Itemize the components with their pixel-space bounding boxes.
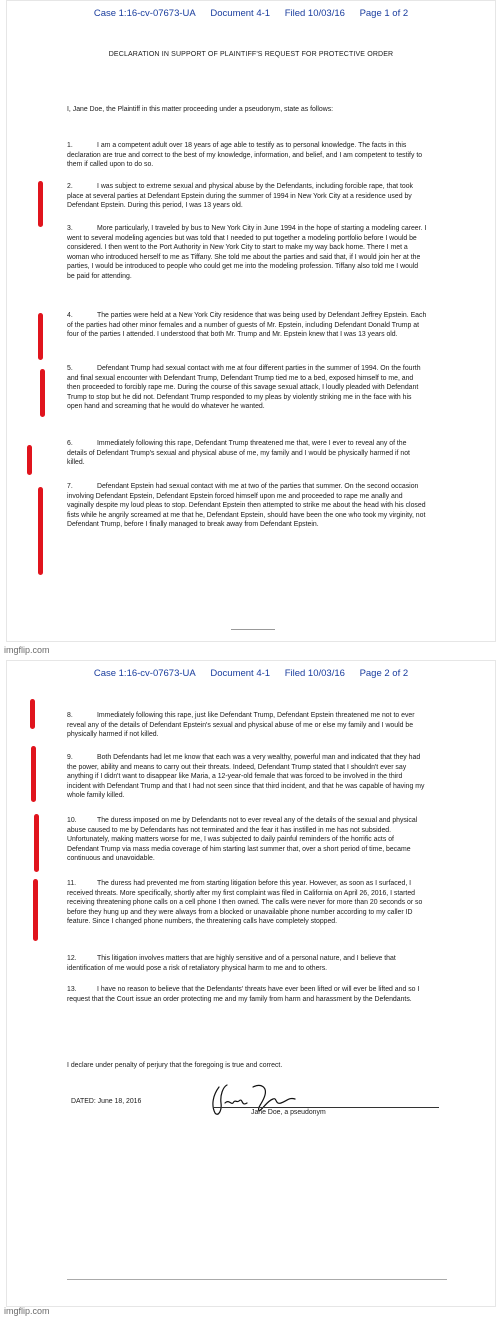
document-page-1: [6, 0, 496, 642]
page-fold-mark: [231, 629, 275, 638]
paragraph-8: 8. Immediately following this rape, just like Defendant Trump, Defendant Epstein threatened me not to ever reveal any of the details of Defendant Epstein's sexual and physical abuse of me or else my family and I would be physically harmed if not killed.: [67, 712, 415, 739]
document-title: DECLARATION IN SUPPORT OF PLAINTIFF'S REQUEST FOR PROTECTIVE ORDER: [108, 51, 394, 58]
page-bottom-rule: [67, 1279, 447, 1280]
case-number: Case 1:16-cv-07673-UA: [93, 668, 196, 679]
red-marker-stroke: [30, 699, 35, 729]
paragraph-7: 7. Defendant Epstein had sexual contact with me at two of the parties that summer. On the second occasion involving Defendant Epstein, Defendant Epstein forced himself upon me and proceeded to rape me anally and vaginally despite my loud pleas to stop. Defendant Epstein then attempted to strike me about the head with his closed fists while he angrily screamed at me that he, Defendant Epstein, should have been the one who took my virginity, not Defendant Trump, before I finally managed to break away from Defendant Epstein.: [67, 483, 426, 529]
page-header: [7, 8, 495, 19]
filed-date: Filed 10/03/16: [284, 8, 345, 19]
filed-date: Filed 10/03/16: [284, 668, 345, 679]
imgflip-watermark: imgflip.com: [4, 1306, 50, 1316]
paragraph-1: 1. I am a competent adult over 18 years of age able to testify as to personal knowledge. The facts in this declaration are true and correct to the best of my knowledge, information, and belief, and I am competent to testify to them if called upon to do so.: [67, 142, 423, 169]
case-number: Case 1:16-cv-07673-UA: [93, 8, 196, 19]
paragraph-2: 2. I was subject to extreme sexual and physical abuse by the Defendants, including forcible rape, that took place at several parties at Defendant Epstein during the summer of 1994 in New York City at a residence used by Defendant Epstein. During this period, I was 13 years old.: [67, 183, 414, 210]
document-page-2: [6, 660, 496, 1307]
red-marker-stroke: [40, 369, 45, 417]
paragraph-13: 13. I have no reason to believe that the Defendants' threats have ever been lifted or will ever be lifted and so I request that the Court issue an order protecting me and my family from harm and harassment by the Defendants.: [67, 986, 420, 1003]
paragraph-4: 4. The parties were held at a New York City residence that was being used by Defendant Jeffrey Epstein. Each of the parties had other minor females and a number of guests of Mr. Epstein, including Defendant Donald Trump at four of the parties I attended. I understood that both Mr. Trump and Mr. Epstein knew that I was 13 years old.: [67, 312, 427, 339]
paragraph-11: 11. The duress had prevented me from starting litigation before this year. However, as soon as I surfaced, I received threats. More specifically, shortly after my first complaint was filed in California on April 26, 2016, I started receiving threatening phone calls on a cell phone I then owned. The calls were never for more than 20 seconds or so before they hung up and they were always from a blocked or unavailable phone number according to my caller ID feature. Since I changed phone numbers, the threatening calls have completely stopped.: [67, 880, 423, 926]
red-marker-stroke: [38, 487, 43, 575]
paragraph-9: 9. Both Defendants had let me know that each was a very wealthy, powerful man and indicated that they had the power, ability and means to carry out their threats. Indeed, Defendant Trump stated that I shouldn't ever say anything if I didn't want to disappear like Maria, a 12-year-old female that was forced to be involved in the third incident with Defendant Trump and that I had not seen since that third incident, and that he was capable of having my whole family killed.: [67, 754, 425, 800]
page-number: Page 2 of 2: [359, 668, 409, 679]
paragraph-3: 3. More particularly, I traveled by bus to New York City in June 1994 in the hope of starting a modeling career. I went to several modeling agencies but was told that I needed to put together a modeling portfolio before I would be considered. I then went to the Port Authority in New York City to start to make my way back home. There I met a woman who introduced herself to me as Tiffany. She told me about the parties and said that, if I would join her at the parties, I would be introduced to people who could get me into the modeling profession. Tiffany also told me I would be paid for attending.: [67, 225, 427, 280]
signature-line: [213, 1107, 439, 1108]
intro-statement: I, Jane Doe, the Plaintiff in this matter proceeding under a pseudonym, state as follows:: [67, 106, 334, 113]
document-number: Document 4-1: [210, 8, 271, 19]
document-number: Document 4-1: [210, 668, 271, 679]
page-number: Page 1 of 2: [359, 8, 409, 19]
signature-caption: Jane Doe, a pseudonym: [251, 1109, 326, 1116]
red-marker-stroke: [34, 814, 39, 872]
red-marker-stroke: [31, 746, 36, 802]
red-marker-stroke: [38, 181, 43, 227]
perjury-statement: I declare under penalty of perjury that the foregoing is true and correct.: [67, 1062, 283, 1069]
paragraph-6: 6. Immediately following this rape, Defendant Trump threatened me that, were I ever to reveal any of the details of Defendant Trump's sexual and physical abuse of me, my family and I would be physically harmed if not killed.: [67, 440, 410, 467]
paragraph-10: 10. The duress imposed on me by Defendants not to ever reveal any of the details of the sexual and physical abuse caused to me by Defendants has not terminated and the fear it has instilled in me has not subsided. Unfortunately, making matters worse for me, I was subjected to daily painful reminders of the horrific acts of Defendant Trump via mass media coverage of him starting last summer that, over a short period of time, became continuous and unavoidable.: [67, 817, 418, 863]
paragraph-12: 12. This litigation involves matters that are highly sensitive and of a personal nature, and I believe that identification of me would pose a risk of retaliatory physical harm to me and to others.: [67, 955, 396, 972]
page-header: [7, 668, 495, 679]
red-marker-stroke: [33, 879, 38, 941]
red-marker-stroke: [38, 313, 43, 360]
paragraph-5: 5. Defendant Trump had sexual contact with me at four different parties in the summer of 1994. On the fourth and final sexual encounter with Defendant Trump, Defendant Trump tied me to a bed, exposed himself to me, and then proceeded to forcibly rape me. During the course of this savage sexual attack, I loudly pleaded with Defendant Trump to stop but he did not. Defendant Trump responded to my pleas by violently striking me in the face with his open hand and screaming that he would do whatever he wanted.: [67, 365, 421, 411]
imgflip-watermark: imgflip.com: [4, 645, 50, 655]
dated-line: DATED: June 18, 2016: [71, 1098, 142, 1105]
red-marker-stroke: [27, 445, 32, 475]
